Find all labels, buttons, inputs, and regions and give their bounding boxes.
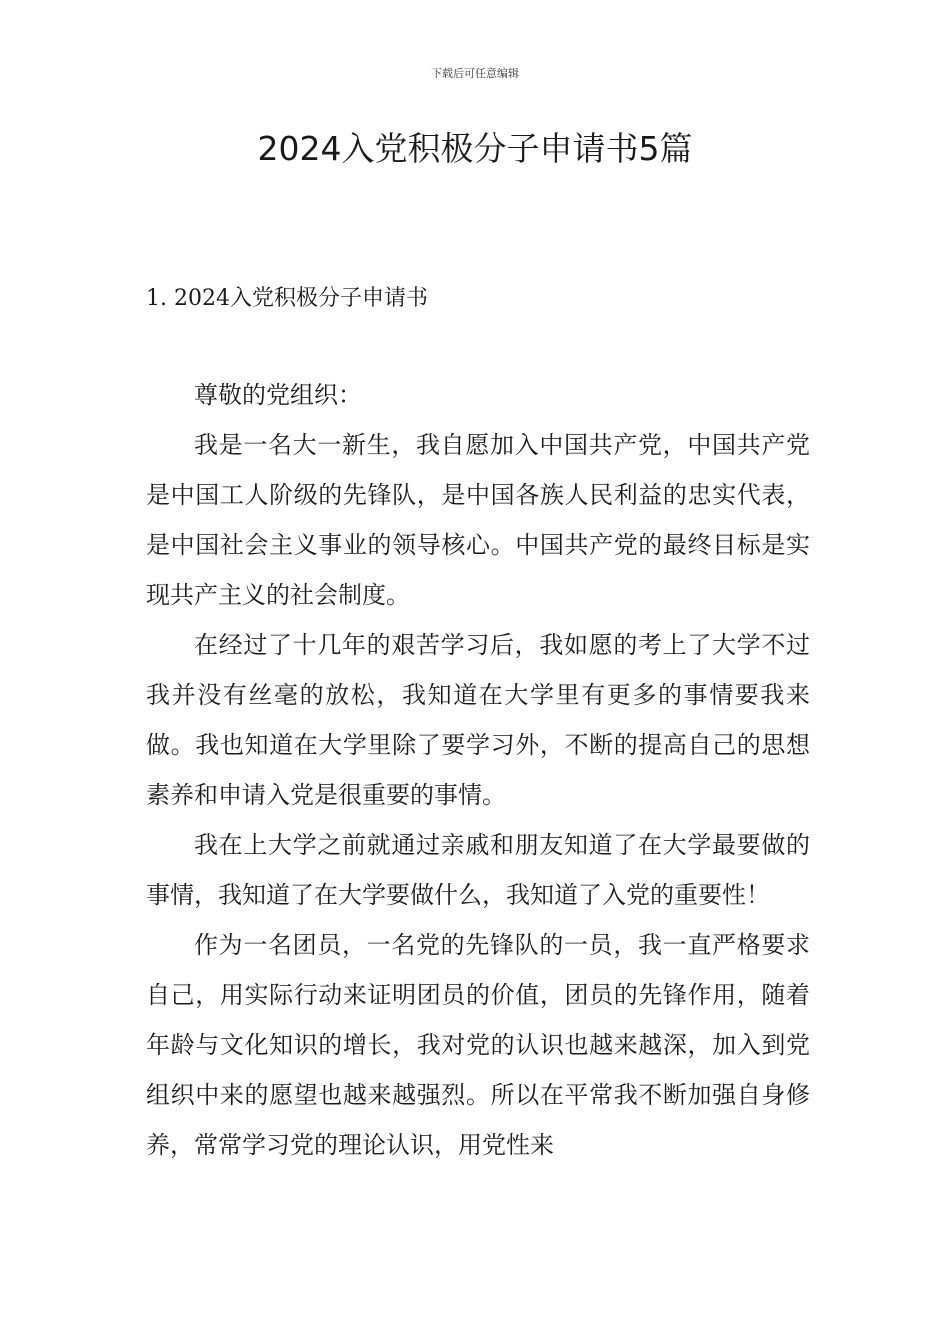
document-title: 2024入党积极分子申请书5篇 [257,129,693,168]
body-paragraph: 我是一名大一新生，我自愿加入中国共产党，中国共产党是中国工人阶级的先锋队，是中国各族人民利益的忠实代表，是中国社会主义事业的领导核心。中国共产党的最终目标是实现共产主义的社会制度。 [146,431,810,609]
salutation: 尊敬的党组织： [194,381,362,409]
body-paragraph: 作为一名团员，一名党的先锋队的一员，我一直严格要求自己，用实际行动来证明团员的价值，团员的先锋作用，随着年龄与文化知识的增长，我对党的认识也越来越深，加入到党组织中来的愿望也越来越强烈。所以在平常我不断加强自身修养，常常学习党的理论认识，用党性来 [146,931,810,1159]
body-paragraph: 我在上大学之前就通过亲戚和朋友知道了在大学最要做的事情，我知道了在大学要做什么，我知道了入党的重要性！ [146,831,810,909]
header-note: 下载后可任意编辑 [431,67,519,80]
section-heading: 1. 2024入党积极分子申请书 [146,286,428,311]
body-paragraph: 在经过了十几年的艰苦学习后，我如愿的考上了大学不过我并没有丝毫的放松，我知道在大学里有更多的事情要我来做。我也知道在大学里除了要学习外，不断的提高自己的思想素养和申请入党是很重要的事情。 [146,631,810,809]
document-body [146,370,810,1170]
